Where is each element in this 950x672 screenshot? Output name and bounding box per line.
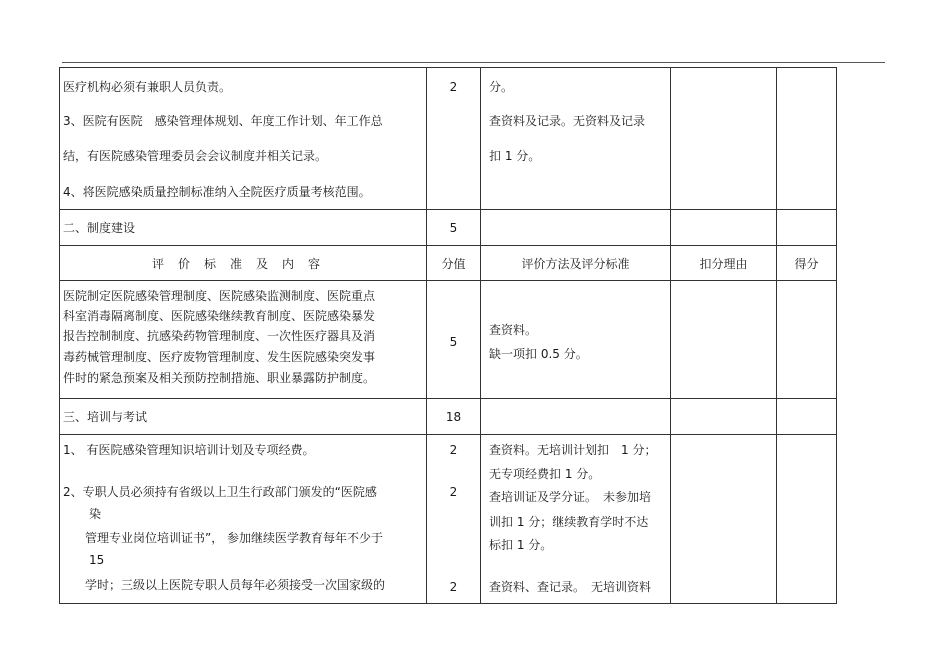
criteria-line: 2、专职人员必须持有省级以上卫生行政部门颁发的“医院感 — [63, 485, 377, 499]
method-cell — [481, 435, 671, 604]
section-label: 二、制度建设 — [60, 210, 427, 246]
score-value: 5 — [449, 335, 458, 349]
table-row — [60, 281, 837, 399]
score-cell — [427, 68, 481, 210]
section-row — [60, 210, 837, 246]
deduction-reason-cell — [671, 399, 777, 435]
criteria-cell — [60, 281, 427, 399]
method-line: 查资料及记录。无资料及记录 — [489, 114, 646, 128]
score-header: 分值 — [427, 246, 481, 281]
method-cell — [481, 399, 671, 435]
method-line: 查资料。 — [489, 323, 538, 337]
criteria-line: 管理专业岗位培训证书”， 参加继续医学教育每年不少于 — [85, 531, 384, 545]
score-value: 2 — [449, 580, 458, 594]
reason-header: 扣分理由 — [671, 246, 777, 281]
method-line: 查资料。无培训计划扣 1 分； — [489, 443, 657, 457]
evaluation-table — [59, 67, 837, 604]
result-header: 得分 — [777, 246, 837, 281]
criteria-line: 报告控制制度、抗感染药物管理制度、一次性医疗器具及消 — [63, 329, 376, 343]
criteria-header: 评价标准及内容 — [60, 246, 427, 281]
criteria-line: 染 — [89, 507, 102, 521]
score-value: 2 — [449, 80, 458, 94]
score-earned-cell — [777, 210, 837, 246]
method-line: 缺一项扣 0.5 分。 — [489, 347, 588, 361]
criteria-line: 4、将医院感染质量控制标准纳入全院医疗质量考核范围。 — [63, 185, 371, 199]
deduction-reason-cell — [671, 435, 777, 604]
method-cell — [481, 210, 671, 246]
method-line: 无专项经费扣 1 分。 — [489, 467, 601, 481]
criteria-line: 件时的紧急预案及相关预防控制措施、职业暴露防护制度。 — [63, 371, 376, 385]
method-line: 扣 1 分。 — [489, 149, 541, 163]
score-earned-cell — [777, 399, 837, 435]
criteria-line: 3、医院有医院 感染管理体规划、年度工作计划、年工作总 — [63, 114, 383, 128]
score-earned-cell — [777, 435, 837, 604]
method-line: 标扣 1 分。 — [489, 538, 553, 552]
method-line: 查资料、查记录。 无培训资料 — [489, 580, 652, 594]
score-value: 2 — [449, 485, 458, 499]
criteria-line: 15 — [89, 553, 105, 567]
criteria-cell — [60, 68, 427, 210]
section-row — [60, 399, 837, 435]
table-row — [60, 68, 837, 210]
method-line: 训扣 1 分；继续教育学时不达 — [489, 515, 649, 529]
score-earned-cell — [777, 281, 837, 399]
header-rule — [62, 62, 885, 63]
section-score: 18 — [427, 399, 481, 435]
deduction-reason-cell — [671, 68, 777, 210]
criteria-line: 毒药械管理制度、医疗废物管理制度、发生医院感染突发事 — [63, 350, 376, 364]
method-cell — [481, 68, 671, 210]
method-line: 查培训证及学分证。 未参加培 — [489, 490, 652, 504]
deduction-reason-cell — [671, 210, 777, 246]
criteria-line: 学时；三级以上医院专职人员每年必须接受一次国家级的 — [85, 578, 386, 592]
score-cell — [427, 435, 481, 604]
criteria-line: 科室消毒隔离制度、医院感染继续教育制度、医院感染暴发 — [63, 309, 376, 323]
criteria-cell — [60, 435, 427, 604]
method-line: 分。 — [489, 80, 514, 94]
score-value: 2 — [449, 443, 458, 457]
section-score: 5 — [427, 210, 481, 246]
method-header: 评价方法及评分标准 — [481, 246, 671, 281]
section-label: 三、培训与考试 — [60, 399, 427, 435]
method-cell — [481, 281, 671, 399]
score-earned-cell — [777, 68, 837, 210]
deduction-reason-cell — [671, 281, 777, 399]
criteria-line: 结，有医院感染管理委员会会议制度并相关记录。 — [63, 149, 328, 163]
criteria-line: 1、 有医院感染管理知识培训计划及专项经费。 — [63, 443, 315, 457]
table-row — [60, 435, 837, 604]
criteria-line: 医疗机构必须有兼职人员负责。 — [63, 80, 232, 94]
table-header-row — [60, 246, 837, 281]
score-cell — [427, 281, 481, 399]
criteria-line: 医院制定医院感染管理制度、医院感染监测制度、医院重点 — [63, 289, 376, 303]
